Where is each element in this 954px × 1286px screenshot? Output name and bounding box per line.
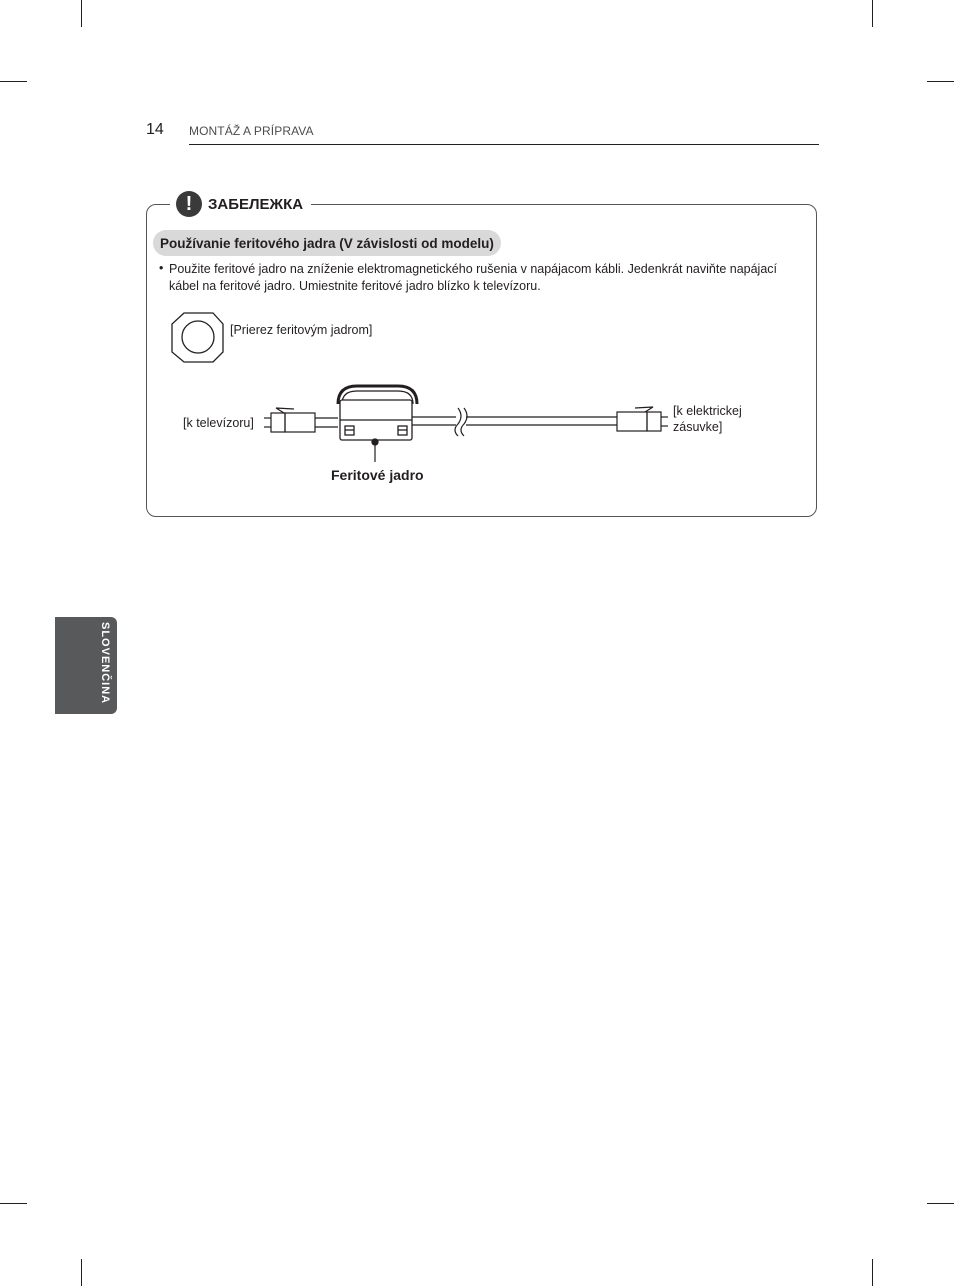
note-heading	[170, 188, 311, 220]
ferrite-core-label: Feritové jadro	[331, 467, 424, 483]
outlet-label: [k elektrickej zásuvke]	[673, 404, 742, 434]
tv-plug-icon	[264, 408, 338, 432]
crop-mark	[81, 0, 82, 27]
crop-mark	[872, 1259, 873, 1286]
note-label: ЗАБЕЛЕЖКА	[208, 195, 304, 213]
section-title: MONTÁŽ A PRÍPRAVA	[189, 124, 314, 138]
crop-mark	[927, 81, 954, 82]
page-number: 14	[146, 121, 164, 138]
ferrite-cross-section-icon	[172, 313, 223, 362]
header-divider	[189, 144, 819, 145]
crop-mark	[0, 81, 27, 82]
crop-mark	[0, 1203, 27, 1204]
bullet-text: Použite feritové jadro na zníženie elektromagnetického rušenia v napájacom kábli. Jedenkrát naviňte napájací kábel na feritové jadro. Umiestnite feritové jadro blízko k televízoru.	[169, 262, 778, 293]
bullet-marker: •	[159, 261, 164, 275]
crop-mark	[872, 0, 873, 27]
ferrite-core-icon	[338, 386, 417, 462]
crop-mark	[81, 1259, 82, 1286]
tv-label: [k televízoru]	[183, 416, 254, 430]
outlet-plug-icon	[617, 407, 668, 431]
exclamation-icon: !	[176, 191, 202, 217]
language-tab-label: SLOVENČINA	[99, 622, 111, 705]
note-subtitle: Používanie feritového jadra (V závislosti od modelu)	[153, 230, 501, 256]
power-cable	[412, 408, 617, 436]
cross-section-label: [Prierez feritovým jadrom]	[230, 323, 373, 337]
crop-mark	[927, 1203, 954, 1204]
